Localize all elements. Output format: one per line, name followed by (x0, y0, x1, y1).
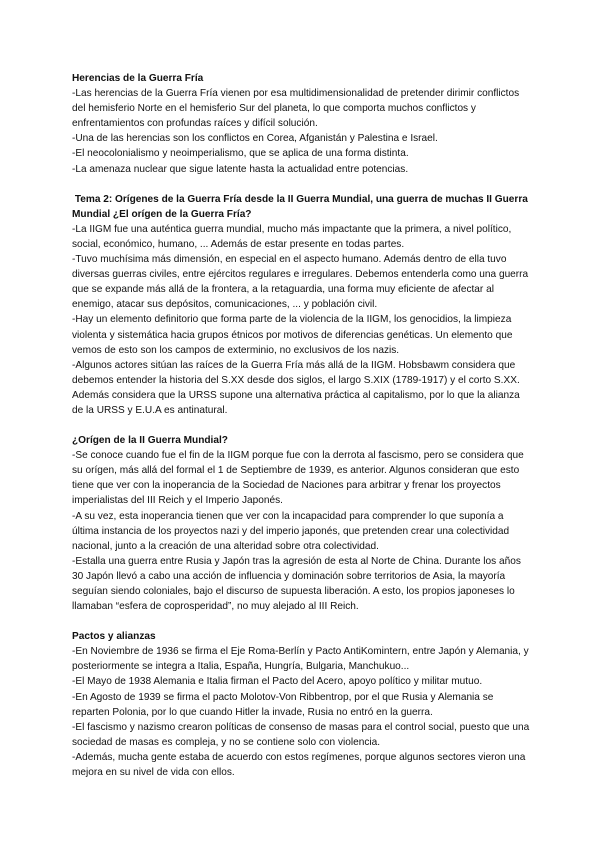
section-spacer (72, 177, 530, 192)
section-spacer (72, 418, 530, 433)
paragraph: -En Noviembre de 1936 se firma el Eje Roma-Berlín y Pacto AntiKomintern, entre Japón y Alemania, y posteriormente se integra a Italia, España, Hungría, Bulgaria, Manchukuo... (72, 646, 529, 673)
section-herencias (72, 71, 530, 177)
document-page (72, 71, 530, 780)
section-title: ¿Orígen de la II Guerra Mundial? (72, 435, 228, 447)
paragraph: -El Mayo de 1938 Alemania e Italia firman el Pacto del Acero, apoyo político y militar mutuo. (72, 676, 483, 688)
paragraph: -Una de las herencias son los conflictos en Corea, Afganistán y Palestina e Israel. (72, 133, 438, 145)
paragraph: -A su vez, esta inoperancia tienen que ver con la incapacidad para comprender lo que suponía a última instancia de los proyectos nazi y del imperio japonés, que pretenden crear una colectividad nacional, junto a la creación de una alteridad sobre otra colectividad. (72, 510, 510, 552)
section-title: Tema 2: Orígenes de la Guerra Fría desde la II Guerra Mundial, una guerra de muchas II Guerra Mundial ¿El orígen de la Guerra Fría? (72, 193, 531, 220)
paragraph: -Tuvo muchísima más dimensión, en especial en el aspecto humano. Además dentro de ella tuvo diversas guerras civiles, entre ejércitos regulares e irregulares. Debemos entenderla como una guerra que se expande más allá de la frontera, a la retaguardia, una forma muy eficiente de afectar al enemigo, atacar sus depósitos, comunicaciones, ... y población civil. (72, 254, 529, 311)
paragraph: -La IIGM fue una auténtica guerra mundial, mucho más impactante que la primera, a nivel político, social, económico, humano, ... Además de estar presente en todas partes. (72, 223, 512, 250)
section-pactos (72, 629, 530, 780)
paragraph: -La amenaza nuclear que sigue latente hasta la actualidad entre potencias. (72, 163, 409, 175)
section-spacer (72, 614, 530, 629)
paragraph: -Algunos actores sitúan las raíces de la Guerra Fría más allá de la IIGM. Hobsbawm considera que debemos entender la historia del S.XX desde dos siglos, el largo S.XIX (1789-1917) y el corto S.XX. Además considera que la URSS supone una alternativa práctica al capitalismo, por lo que la alianza de la URSS y E.U.A es antinatural. (72, 359, 520, 416)
paragraph: -Se conoce cuando fue el fin de la IIGM porque fue con la derrota al fascismo, pero se considera que su orígen, más allá del formal el 1 de Septiembre de 1939, es anterior. Algunos consideran que esto tiene que ver con la inoperancia de la Sociedad de Naciones para arbitrar y frenar los proyectos imperialistas del III Reich y el Imperio Japonés. (72, 450, 524, 507)
section-origen-iigm (72, 433, 530, 614)
paragraph: -En Agosto de 1939 se firma el pacto Molotov-Von Ribbentrop, por el que Rusia y Alemania se reparten Polonia, por lo que cuando Hitler la invade, Rusia no entró en la guerra. (72, 691, 494, 718)
paragraph: -Estalla una guerra entre Rusia y Japón tras la agresión de esta al Norte de China. Durante los años 30 Japón llevó a cabo una acción de influencia y dominación sobre territorios de Asia, la mayoría seguían siendo coloniales, bajo el discurso de supuesta liberación. A esto, los propios japoneses lo llamaban “esfera de coprosperidad”, no muy alejado al III Reich. (72, 555, 521, 613)
paragraph: -Las herencias de la Guerra Fría vienen por esa multidimensionalidad de pretender dirimir conflictos del hemisferio Norte en el hemisferio Sur del planeta, lo que comporta muchos conflictos y enfrentamientos con profundas raíces y difícil solución. (72, 88, 520, 130)
paragraph: -Además, mucha gente estaba de acuerdo con estos regímenes, porque algunos sectores vieron una mejora en su nivel de vida con ellos. (72, 751, 526, 779)
section-title: Herencias de la Guerra Fría (72, 73, 204, 84)
section-title: Pactos y alianzas (72, 631, 156, 643)
section-tema-2 (72, 192, 530, 418)
paragraph: -El neocolonialismo y neoimperialismo, que se aplica de una forma distinta. (72, 148, 409, 160)
paragraph: -Hay un elemento definitorio que forma parte de la violencia de la IIGM, los genocidios, la limpieza violenta y sistemática hacia grupos étnicos por motivos de diferencias genéticas. Un elemento que vemos de esto son los campos de exterminio, no exclusivos de los nazis. (72, 314, 513, 356)
paragraph: -El fascismo y nazismo crearon políticas de consenso de masas para el control social, puesto que una sociedad de masas es compleja, y no se contiene solo con violencia. (72, 721, 530, 748)
